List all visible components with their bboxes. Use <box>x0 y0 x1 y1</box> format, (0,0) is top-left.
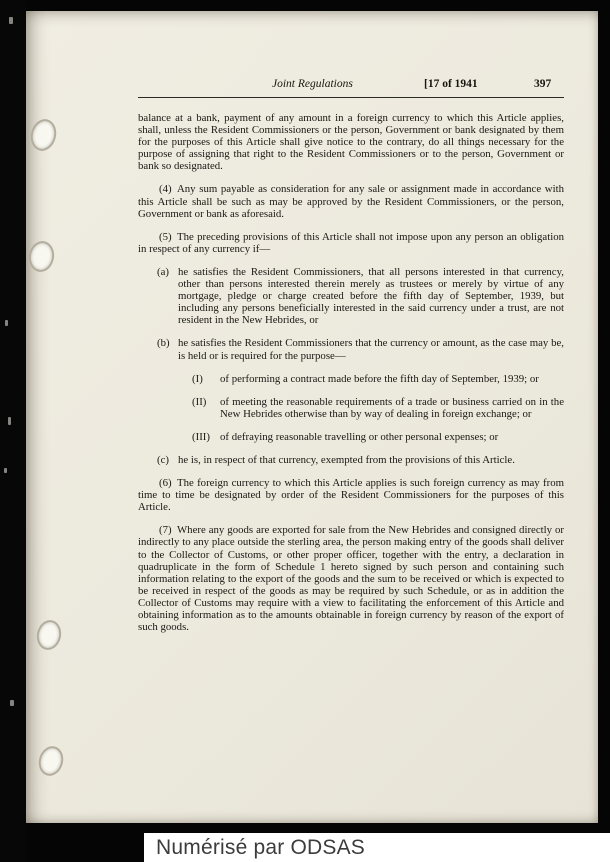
header-rule <box>138 97 564 98</box>
subitem-b-label: (b) <box>157 337 170 350</box>
document-body <box>138 112 564 644</box>
subitem-a <box>138 266 564 326</box>
film-speck <box>10 700 14 706</box>
subitem-b-roman-3-label: (III) <box>192 430 210 443</box>
subitem-b-roman-3-text: of defraying reasonable travelling or other personal expenses; or <box>220 430 499 443</box>
subitem-b-roman-1-text: of performing a contract made before the fifth day of September, 1939; or <box>220 372 539 385</box>
subitem-c-label: (c) <box>157 453 169 466</box>
subitem-a-label: (a) <box>157 265 169 278</box>
subitem-c-text: he is, in respect of that currency, exempted from the provisions of this Article. <box>178 453 515 466</box>
subitem-b-roman-2 <box>138 396 564 420</box>
film-speck <box>5 320 8 326</box>
subitem-a-text: he satisfies the Resident Commissioners, that all persons interested in that currency, other than persons interested therein merely as trustees or merely by virtue of any mortgage, pledge or charge created before the fifth day of September, 1939, but including any persons beneficially interested in the said currency under a trust, are not resident in the New Hebrides, or <box>178 265 564 327</box>
subitem-b-roman-2-label: (II) <box>192 395 207 408</box>
subitem-c <box>138 454 564 466</box>
header-reference: [17 of 1941 <box>424 78 478 90</box>
section-5-intro: (5) The preceding provisions of this Article shall not impose upon any person an obligation in respect of any currency if— <box>138 230 564 255</box>
film-speck <box>4 468 7 473</box>
subitem-b-roman-3 <box>138 431 564 443</box>
film-speck <box>9 17 13 24</box>
watermark-band <box>144 833 610 862</box>
subitem-b-roman-1-label: (I) <box>192 372 203 385</box>
subitem-b-roman-2-text: of meeting the reasonable requirements of a trade or business carried on in the New Hebrides otherwise than by way of dealing in foreign exchange; or <box>220 395 564 420</box>
scan-watermark: Numérisé par ODSAS <box>156 835 365 859</box>
paper-page <box>26 11 598 823</box>
section-7-paragraph: (7) Where any goods are exported for sale from the New Hebrides and consigned directly or indirectly to any place outside the sterling area, the person making entry of the goods shall deliver to the Collector of Customs, or other proper officer, together with the entry, a declaration in quadruplicate in the form of Schedule 1 hereto signed by such person and containing such information relating to the export of the goods and the sum to be received or which is expected to be received in respect of the goods as may be required by such Schedule, or as in addition the Collector of Customs may require with a view to facilitating the enforcement of this Article and obtaining information as to the amounts obtainable in foreign currency by reason of the export of such goods. <box>138 524 564 634</box>
page-number: 397 <box>534 78 552 90</box>
section-6-paragraph: (6) The foreign currency to which this Article applies is such foreign currency as may from time to time be designated by order of the Resident Commissioners for the purposes of this Article. <box>138 477 564 514</box>
film-strip-edge <box>0 0 26 862</box>
header-title: Joint Regulations <box>272 78 353 90</box>
subitem-b-text: he satisfies the Resident Commissioners that the currency or amount, as the case may be, is held or is required for the purpose— <box>178 337 564 362</box>
subitem-b <box>138 337 564 361</box>
subitem-b-roman-1 <box>138 373 564 385</box>
intro-paragraph: balance at a bank, payment of any amount in a foreign currency to which this Article applies, shall, unless the Resident Commissioners or the person, Government or bank designated by them for the purposes of this Article shall give notice to the contrary, do all things necessary for the purpose of assigning that right to the Resident Commissioners or to the person, Government or bank so designated. <box>138 112 564 173</box>
section-4-paragraph: (4) Any sum payable as consideration for any sale or assignment made in accordance with this Article shall be such as may be approved by the Resident Commissioners, or the person, Government or bank as aforesaid. <box>138 183 564 220</box>
film-speck <box>8 417 11 425</box>
